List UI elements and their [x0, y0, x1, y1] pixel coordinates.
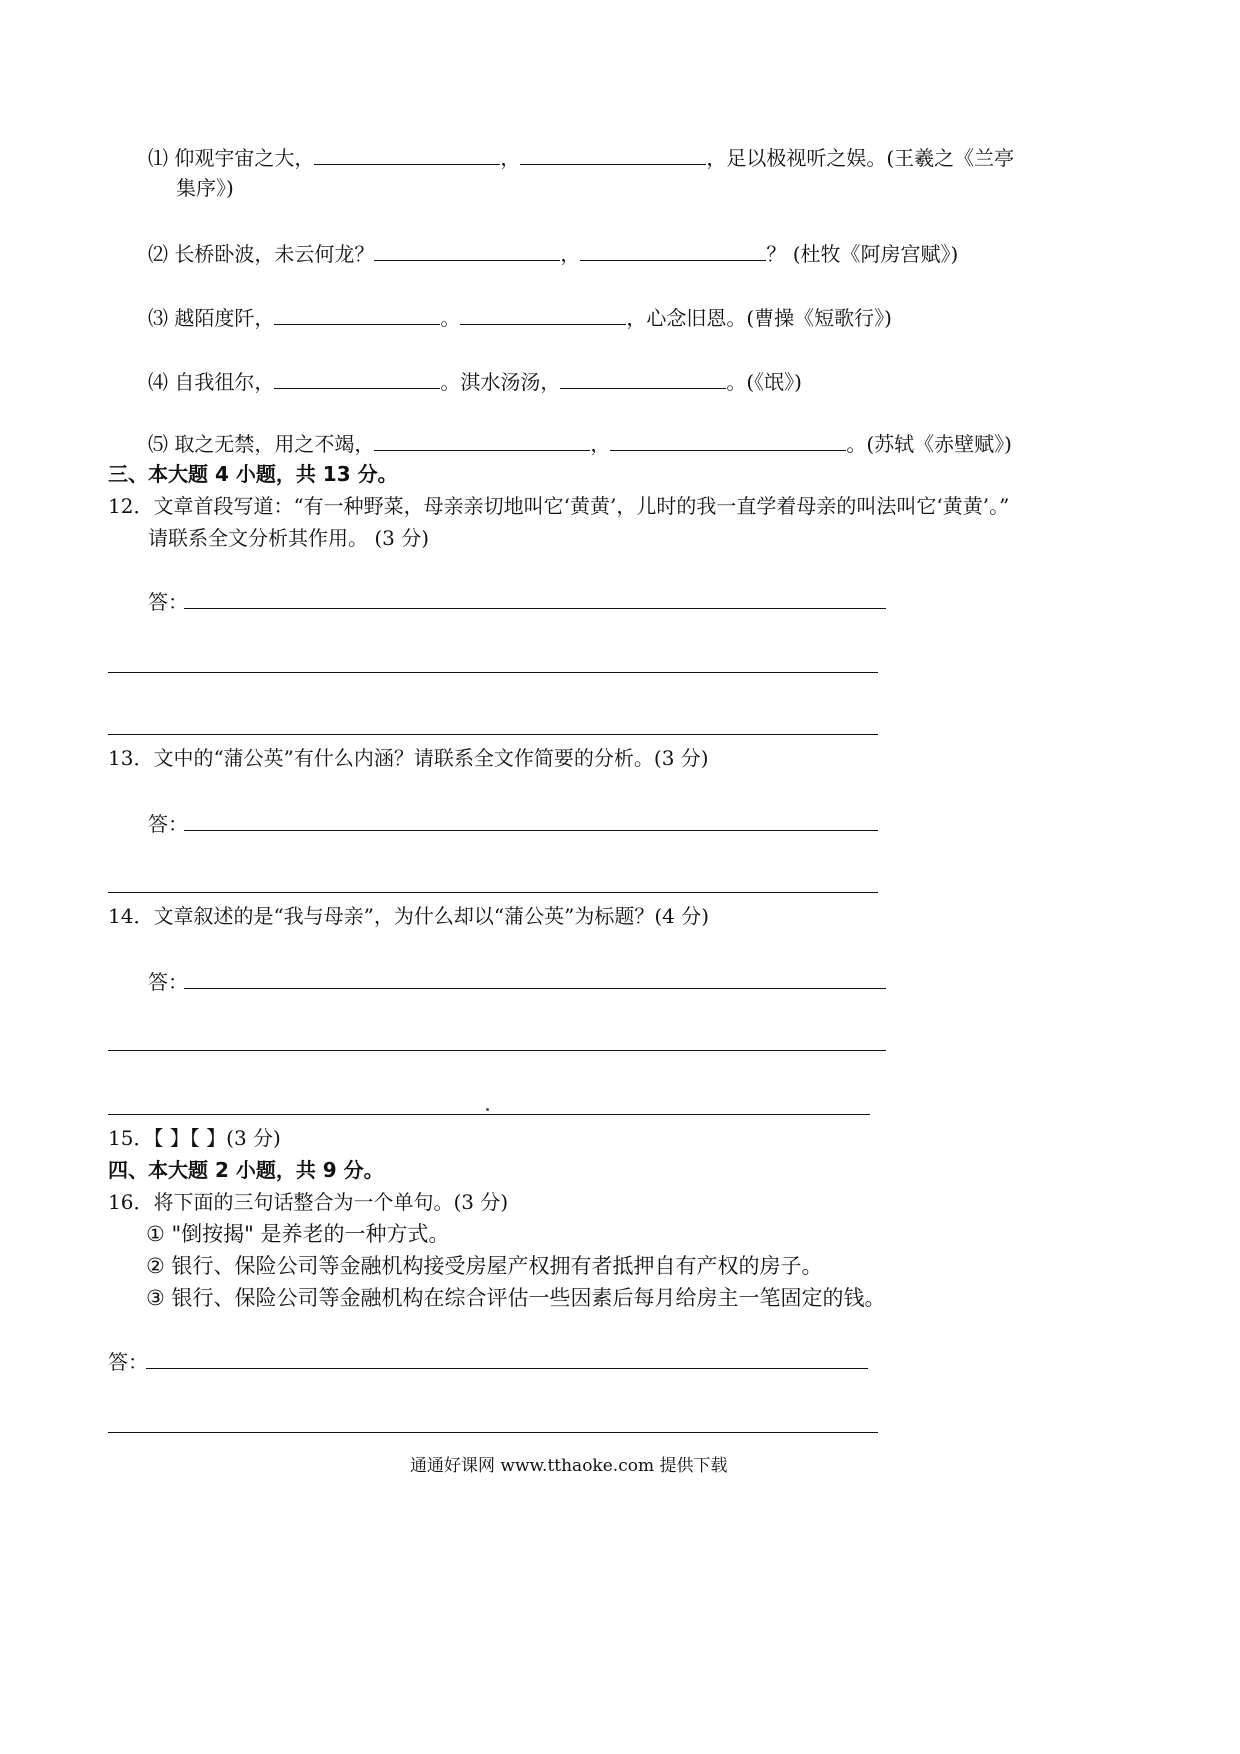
item-text-pre: 自我徂尔，: [174, 370, 275, 394]
item-number: ⑷: [148, 370, 168, 394]
item-text-post: ？ (杜牧《阿房宫赋》): [766, 242, 959, 266]
fill-blank[interactable]: [374, 238, 560, 261]
sentence-3: ③ 银行、保险公司等金融机构在综合评估一些因素后每月给房主一笔固定的钱。: [146, 1286, 886, 1310]
question-13: 13．文中的“蒲公英”有什么内涵？请联系全文作简要的分析。(3 分): [108, 746, 709, 770]
fill-item-5: [148, 428, 1012, 458]
fill-item-4: [148, 366, 802, 396]
question-15: 15．【 】【 】(3 分): [108, 1126, 281, 1150]
answer-line[interactable]: [146, 1368, 868, 1369]
fill-item-3: [148, 302, 892, 332]
item-text-pre: 仰观宇宙之大，: [174, 146, 315, 170]
question-12-line1: 12．文章首段写道：“有一种野菜，母亲亲切地叫它‘黄黄’，儿时的我一直学着母亲的叫法叫它‘黄黄’。”: [108, 494, 1010, 518]
fill-blank[interactable]: [580, 238, 766, 261]
stray-mark: [486, 1108, 489, 1111]
answer-line[interactable]: [184, 830, 878, 831]
item-text-post: 。(《氓》): [726, 370, 802, 394]
fill-item-1-cont: 集序》): [176, 176, 234, 200]
answer-label: 答：: [108, 1350, 148, 1374]
fill-blank[interactable]: [610, 428, 846, 451]
sentence-2: ② 银行、保险公司等金融机构接受房屋产权拥有者抵押自有产权的房子。: [146, 1254, 823, 1278]
answer-line[interactable]: [108, 892, 878, 893]
section-3-heading: 三、本大题 4 小题，共 13 分。: [108, 462, 398, 486]
sentence-1: ① "倒按揭" 是养老的一种方式。: [146, 1222, 450, 1246]
page-footer: 通通好课网 www.tthaoke.com 提供下载: [410, 1456, 728, 1476]
fill-blank[interactable]: [560, 366, 726, 389]
item-text-post: ，心念旧恩。(曹操《短歌行》): [626, 306, 892, 330]
answer-line[interactable]: [184, 608, 886, 609]
question-16: 16．将下面的三句话整合为一个单句。(3 分): [108, 1190, 509, 1214]
answer-label: 答：: [148, 970, 188, 994]
question-12-line2: 请联系全文分析其作用。 (3 分): [148, 526, 430, 550]
item-text-mid: ，: [560, 242, 581, 266]
fill-blank[interactable]: [374, 428, 590, 451]
item-text-pre: 取之无禁，用之不竭，: [174, 432, 375, 456]
answer-line[interactable]: [108, 1432, 878, 1433]
fill-blank[interactable]: [314, 142, 500, 165]
section-4-heading: 四、本大题 2 小题，共 9 分。: [108, 1158, 384, 1182]
question-14: 14．文章叙述的是“我与母亲”，为什么却以“蒲公英”为标题？(4 分): [108, 904, 710, 928]
answer-label: 答：: [148, 590, 188, 614]
answer-line[interactable]: [184, 988, 886, 989]
answer-line[interactable]: [108, 1050, 886, 1051]
item-text-mid: 。: [440, 306, 461, 330]
item-number: ⑶: [148, 306, 168, 330]
fill-item-1: [148, 142, 1014, 172]
fill-blank[interactable]: [520, 142, 706, 165]
fill-blank[interactable]: [274, 366, 440, 389]
item-text-pre: 长桥卧波，未云何龙？: [174, 242, 375, 266]
fill-item-2: [148, 238, 958, 268]
answer-line[interactable]: [108, 672, 878, 673]
answer-label: 答：: [148, 812, 188, 836]
item-number: ⑸: [148, 432, 168, 456]
item-text-mid: ，: [500, 146, 521, 170]
fill-blank[interactable]: [460, 302, 626, 325]
item-text-mid: ，: [590, 432, 611, 456]
answer-line[interactable]: [108, 1114, 870, 1115]
item-number: ⑵: [148, 242, 168, 266]
fill-blank[interactable]: [274, 302, 440, 325]
item-number: ⑴: [148, 146, 168, 170]
item-text-pre: 越陌度阡，: [174, 306, 275, 330]
item-text-mid: 。淇水汤汤，: [440, 370, 561, 394]
item-text-post: 。(苏轼《赤壁赋》): [846, 432, 1012, 456]
item-text-post: ，足以极视听之娱。(王羲之《兰亭: [706, 146, 1015, 170]
answer-line[interactable]: [108, 734, 878, 735]
